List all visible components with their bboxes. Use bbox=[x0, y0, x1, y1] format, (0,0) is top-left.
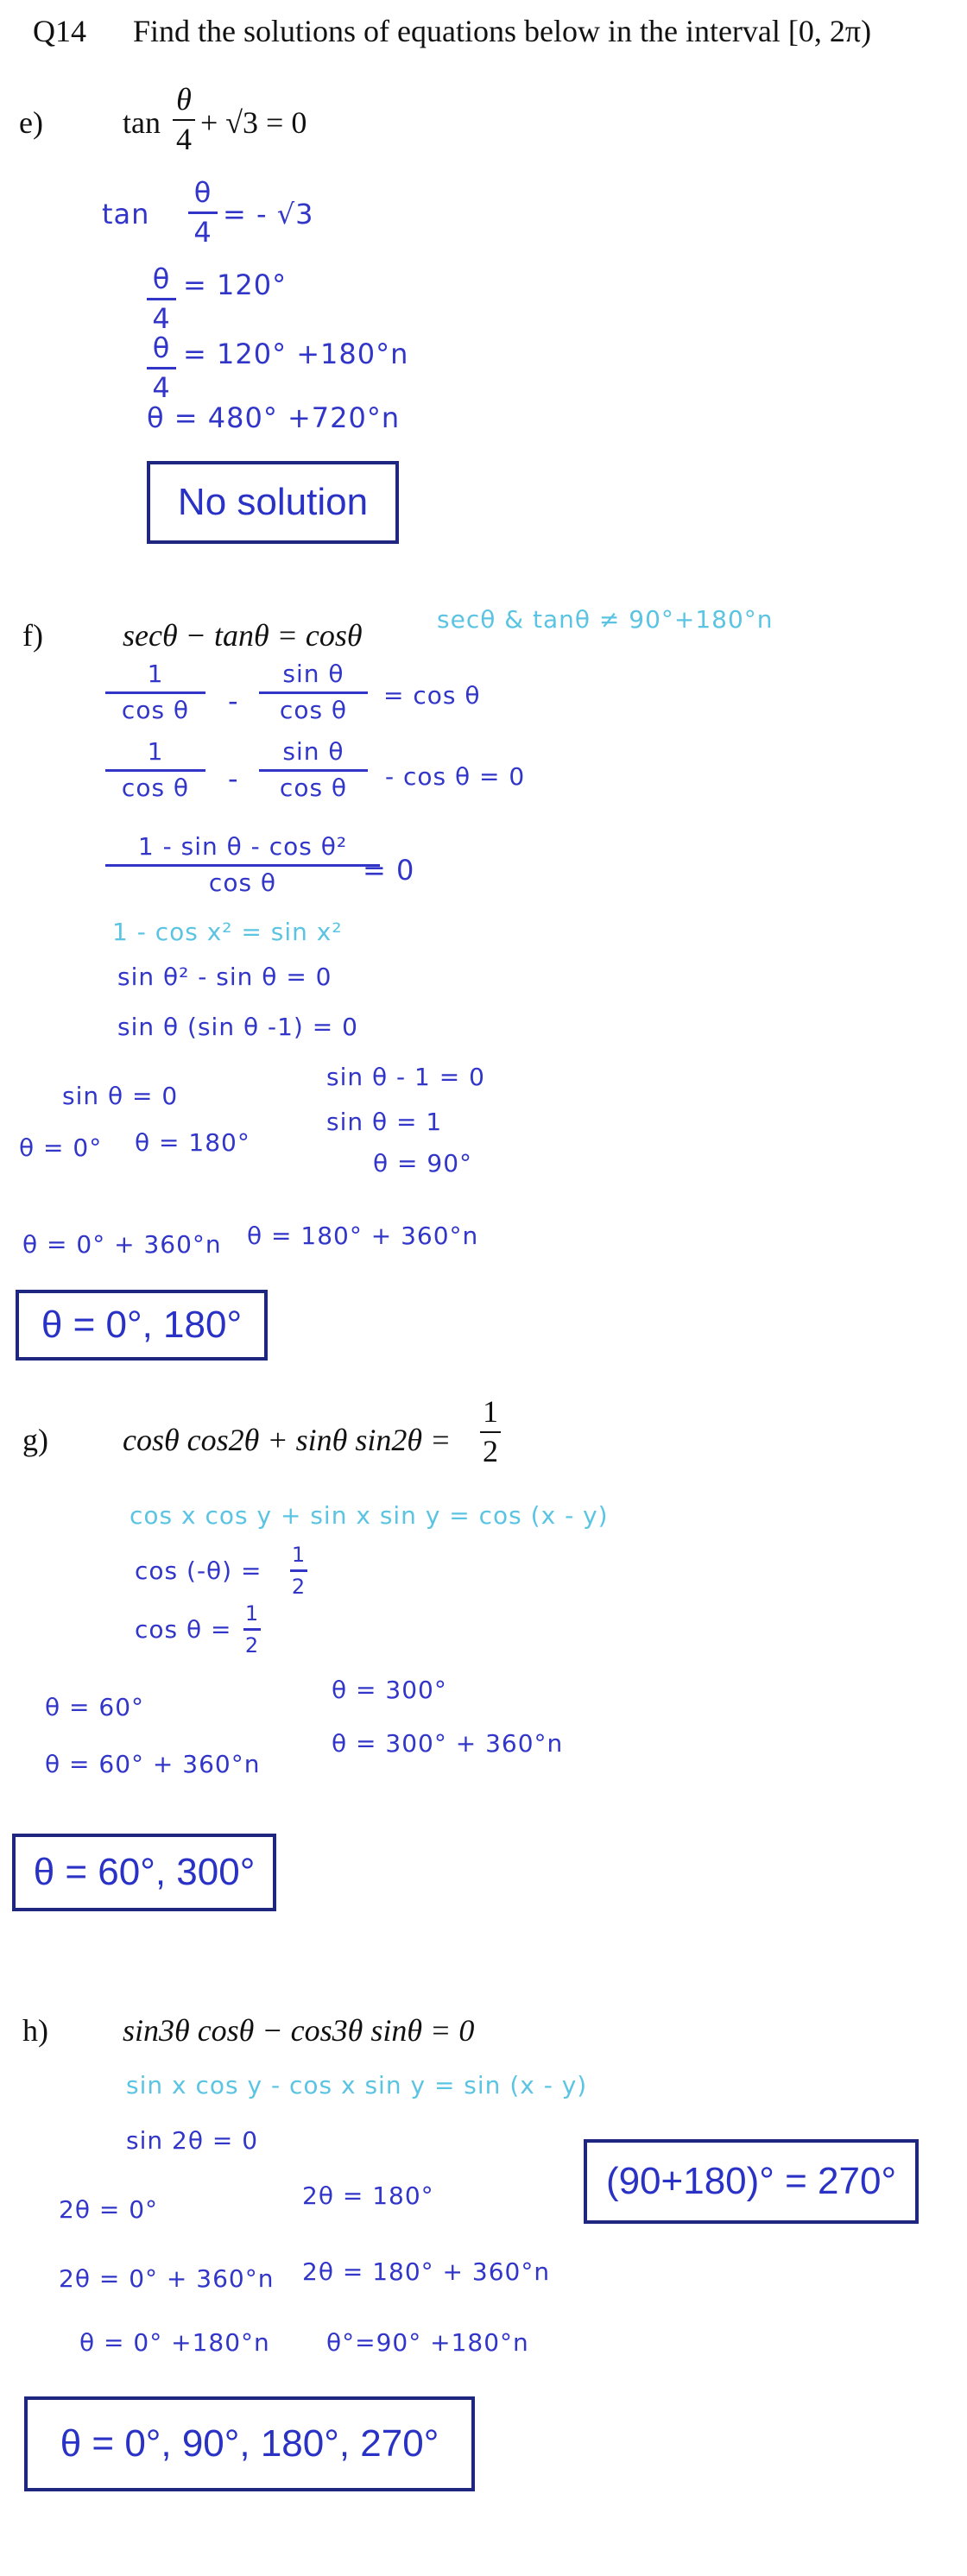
frac-denominator: 4 bbox=[152, 302, 171, 336]
part-g-label: g) bbox=[22, 1423, 48, 1457]
frac-denominator: cos θ bbox=[121, 695, 190, 724]
frac-numerator: 1 bbox=[483, 1394, 498, 1429]
fraction-bar bbox=[480, 1431, 501, 1433]
frac-denominator: 4 bbox=[176, 121, 192, 156]
fraction-bar bbox=[259, 691, 368, 694]
part-f-label: f) bbox=[22, 618, 43, 653]
part-e-answer-box bbox=[147, 461, 399, 544]
fraction-bar bbox=[147, 298, 176, 300]
part-f-r1-frac1 bbox=[105, 661, 205, 724]
question-instruction bbox=[133, 16, 871, 47]
part-h-answer-box bbox=[24, 2396, 475, 2491]
part-g-line2-pre: cos θ = bbox=[135, 1615, 232, 1644]
fraction-bar bbox=[105, 769, 205, 772]
frac-numerator: sin θ bbox=[282, 737, 344, 766]
frac-denominator: 2 bbox=[291, 1575, 307, 1600]
part-e-line1-post: = - √3 bbox=[223, 198, 314, 230]
frac-numerator: θ bbox=[176, 82, 192, 117]
part-h-side-note: (90+180)° = 270° bbox=[605, 2160, 897, 2202]
part-h-right2: 2θ = 180° + 360°n bbox=[302, 2257, 551, 2286]
part-f-right3: θ = 90° bbox=[373, 1149, 473, 1178]
part-g-equation: cosθ cos2θ + sinθ sin2θ = bbox=[123, 1423, 452, 1457]
part-f-r1-op: - bbox=[228, 685, 239, 717]
question-number: Q14 bbox=[33, 14, 86, 48]
frac-numerator: θ bbox=[193, 176, 212, 209]
frac-denominator: 2 bbox=[244, 1633, 260, 1658]
part-h-label: h) bbox=[22, 2013, 48, 2048]
part-e-line3-post: = 120° +180°n bbox=[183, 338, 409, 370]
part-h-line1: sin 2θ = 0 bbox=[126, 2126, 259, 2155]
part-f-equation: secθ − tanθ = cosθ bbox=[123, 618, 363, 653]
part-g-line1-pre: cos (-θ) = bbox=[135, 1556, 262, 1585]
part-f-left1: sin θ = 0 bbox=[62, 1082, 179, 1110]
frac-denominator: cos θ bbox=[279, 695, 348, 724]
part-g-line2-fraction bbox=[243, 1602, 261, 1657]
part-f-left2a: θ = 0° bbox=[19, 1133, 103, 1162]
part-g-left2: θ = 60° + 360°n bbox=[45, 1750, 261, 1778]
part-f-answer: θ = 0°, 180° bbox=[41, 1304, 243, 1346]
part-e-label: e) bbox=[19, 105, 43, 140]
frac-denominator: cos θ bbox=[279, 773, 348, 802]
part-f-general2: θ = 180° + 360°n bbox=[247, 1222, 479, 1250]
part-h-side-box bbox=[584, 2139, 919, 2224]
frac-numerator: sin θ bbox=[282, 660, 344, 688]
frac-numerator: 1 bbox=[291, 1543, 307, 1567]
part-h-left2: 2θ = 0° + 360°n bbox=[59, 2264, 275, 2293]
fraction-bar bbox=[188, 212, 218, 214]
part-f-line6: sin θ (sin θ -1) = 0 bbox=[117, 1013, 358, 1041]
part-f-r1-post: = cos θ bbox=[383, 681, 481, 710]
fraction-bar bbox=[290, 1569, 307, 1572]
part-e-line3-fraction bbox=[147, 333, 176, 403]
part-f-answer-box bbox=[16, 1290, 268, 1361]
fraction-bar bbox=[259, 769, 368, 772]
part-f-right2: sin θ = 1 bbox=[326, 1108, 443, 1136]
interval-text: [0, 2π) bbox=[787, 14, 872, 48]
part-f-line5: sin θ² - sin θ = 0 bbox=[117, 963, 332, 991]
part-f-left2b: θ = 180° bbox=[135, 1128, 250, 1157]
frac-numerator: 1 bbox=[244, 1601, 260, 1626]
part-e-line4: θ = 480° +720°n bbox=[147, 401, 401, 434]
part-e-answer: No solution bbox=[177, 481, 369, 523]
part-h-left1: 2θ = 0° bbox=[59, 2195, 159, 2224]
part-f-r2-frac1 bbox=[105, 739, 205, 802]
frac-denominator: 2 bbox=[483, 1433, 498, 1468]
part-f-r3-fraction bbox=[105, 834, 380, 897]
part-e-eq-prefix: tan bbox=[123, 105, 161, 140]
part-e-eq-suffix: + √3 = 0 bbox=[200, 105, 307, 140]
fraction-bar bbox=[173, 119, 195, 121]
frac-denominator: cos θ bbox=[208, 868, 277, 897]
part-g-right2: θ = 300° + 360°n bbox=[332, 1729, 564, 1758]
frac-numerator: θ bbox=[152, 331, 171, 364]
part-g-identity: cos x cos y + sin x sin y = cos (x - y) bbox=[130, 1501, 609, 1530]
instruction-text: Find the solutions of equations below in the interval bbox=[133, 14, 781, 48]
frac-denominator: cos θ bbox=[121, 773, 190, 802]
part-f-r1-frac2 bbox=[259, 661, 368, 724]
frac-numerator: 1 bbox=[147, 737, 164, 766]
fraction-bar bbox=[147, 367, 176, 369]
part-h-left3: θ = 0° +180°n bbox=[79, 2328, 270, 2357]
part-f-right1: sin θ - 1 = 0 bbox=[326, 1063, 485, 1091]
part-f-r3-post: = 0 bbox=[363, 854, 415, 887]
part-f-r2-op: - bbox=[228, 762, 239, 795]
fraction-bar bbox=[105, 691, 205, 694]
frac-denominator: 4 bbox=[193, 216, 212, 249]
part-g-left1: θ = 60° bbox=[45, 1693, 145, 1721]
part-g-line1-fraction bbox=[290, 1544, 307, 1599]
part-g-answer-box bbox=[12, 1834, 276, 1911]
part-g-eq-fraction bbox=[480, 1395, 501, 1468]
frac-numerator: 1 bbox=[147, 660, 164, 688]
fraction-bar bbox=[243, 1628, 261, 1631]
frac-denominator: 4 bbox=[152, 371, 171, 405]
part-h-right1: 2θ = 180° bbox=[302, 2181, 434, 2210]
part-f-domain-note: secθ & tanθ ≠ 90°+180°n bbox=[437, 605, 774, 634]
frac-numerator: θ bbox=[152, 262, 171, 295]
part-e-line1-fraction bbox=[188, 178, 218, 248]
part-h-identity: sin x cos y - cos x sin y = sin (x - y) bbox=[126, 2071, 588, 2099]
part-h-right3: θ°=90° +180°n bbox=[326, 2328, 529, 2357]
part-e-line1-pre: tan bbox=[102, 198, 150, 230]
part-g-answer: θ = 60°, 300° bbox=[33, 1851, 256, 1893]
part-f-general1: θ = 0° + 360°n bbox=[22, 1230, 222, 1259]
part-e-line2-fraction bbox=[147, 264, 176, 334]
part-e-eq-fraction bbox=[173, 83, 195, 156]
part-f-identity: 1 - cos x² = sin x² bbox=[112, 918, 343, 946]
part-f-r2-frac2 bbox=[259, 739, 368, 802]
fraction-bar bbox=[105, 864, 380, 867]
frac-numerator: 1 - sin θ - cos θ² bbox=[137, 832, 348, 861]
part-f-r2-post: - cos θ = 0 bbox=[385, 762, 526, 791]
part-h-answer: θ = 0°, 90°, 180°, 270° bbox=[60, 2422, 439, 2465]
part-h-equation: sin3θ cosθ − cos3θ sinθ = 0 bbox=[123, 2013, 475, 2048]
part-e-line2-post: = 120° bbox=[183, 268, 288, 301]
part-g-right1: θ = 300° bbox=[332, 1676, 447, 1704]
